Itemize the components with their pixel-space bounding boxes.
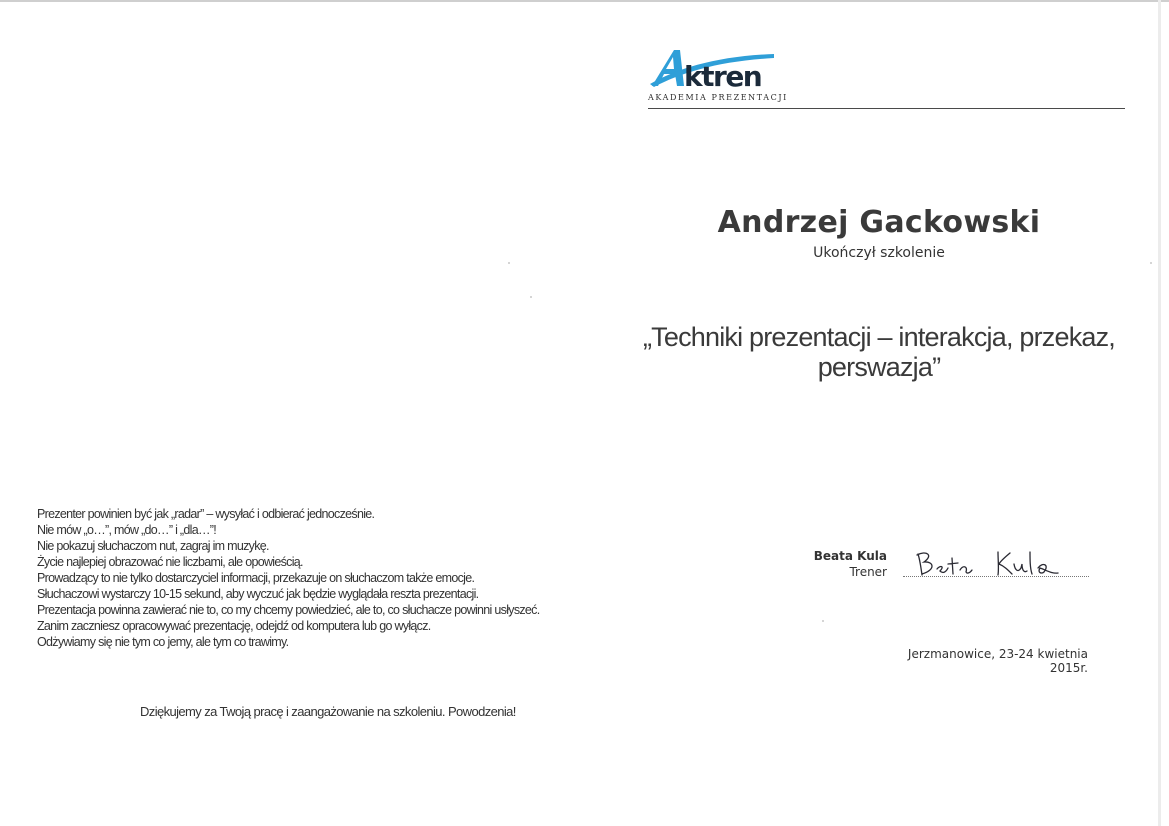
recipient-name: Andrzej Gackowski [717,205,1041,240]
course-title-line-2: perswazja” [817,352,941,382]
tip-line: Prezenter powinien być jak „radar” – wysyłać i odbierać jednocześnie. [37,507,375,521]
scan-speck [530,296,532,298]
tip-line: Nie mów „o…”, mów „do…” i „dla…”! [37,523,217,537]
handwritten-signature [912,546,1062,580]
header-divider [648,108,1125,109]
thank-you-note: Dziękujemy za Twoją pracę i zaangażowanie na szkoleniu. Powodzenia! [140,704,516,719]
aktiren-logo [648,44,788,106]
tips-list [37,506,577,650]
tip-line: Odżywiamy się nie tym co jemy, ale tym co trawimy. [37,635,289,649]
tip-line: Prezentacja powinna zawierać nie to, co my chcemy powiedzieć, ale to, co słuchacze powinni usłyszeć. [37,603,540,617]
place-and-date: Jerzmanowice, 23-24 kwietnia 2015r. [907,647,1088,675]
svg-text:ktren: ktren [684,60,762,92]
scan-speck [508,262,510,264]
scan-top-edge [0,0,1169,2]
tip-line: Zanim zaczniesz opracowywać prezentację, odejdź od komputera lub go wyłącz. [37,619,431,633]
scan-right-edge [1158,0,1161,826]
trainer-name: Beata Kula [813,549,887,563]
completed-label: Ukończył szkolenie [813,245,945,261]
scan-speck [822,620,824,622]
tip-line: Prowadzący to nie tylko dostarczyciel informacji, przekazuje on słuchaczom także emocje. [37,571,475,585]
logo-subtitle: AKADEMIA PREZENTACJI [648,93,788,102]
aktiren-logo-icon [648,44,788,92]
scan-speck [1150,262,1152,264]
course-title [640,322,1118,382]
course-title-line-1: „Techniki prezentacji – interakcja, przekaz, [642,322,1116,352]
tip-line: Życie najlepiej obrazować nie liczbami, ale opowieścią. [37,555,303,569]
tip-line: Słuchaczowi wystarczy 10-15 sekund, aby wyczuć jak będzie wyglądała reszta prezentacji. [37,587,479,601]
trainer-role: Trener [849,565,887,579]
tip-line: Nie pokazuj słuchaczom nut, zagraj im muzykę. [37,539,269,553]
